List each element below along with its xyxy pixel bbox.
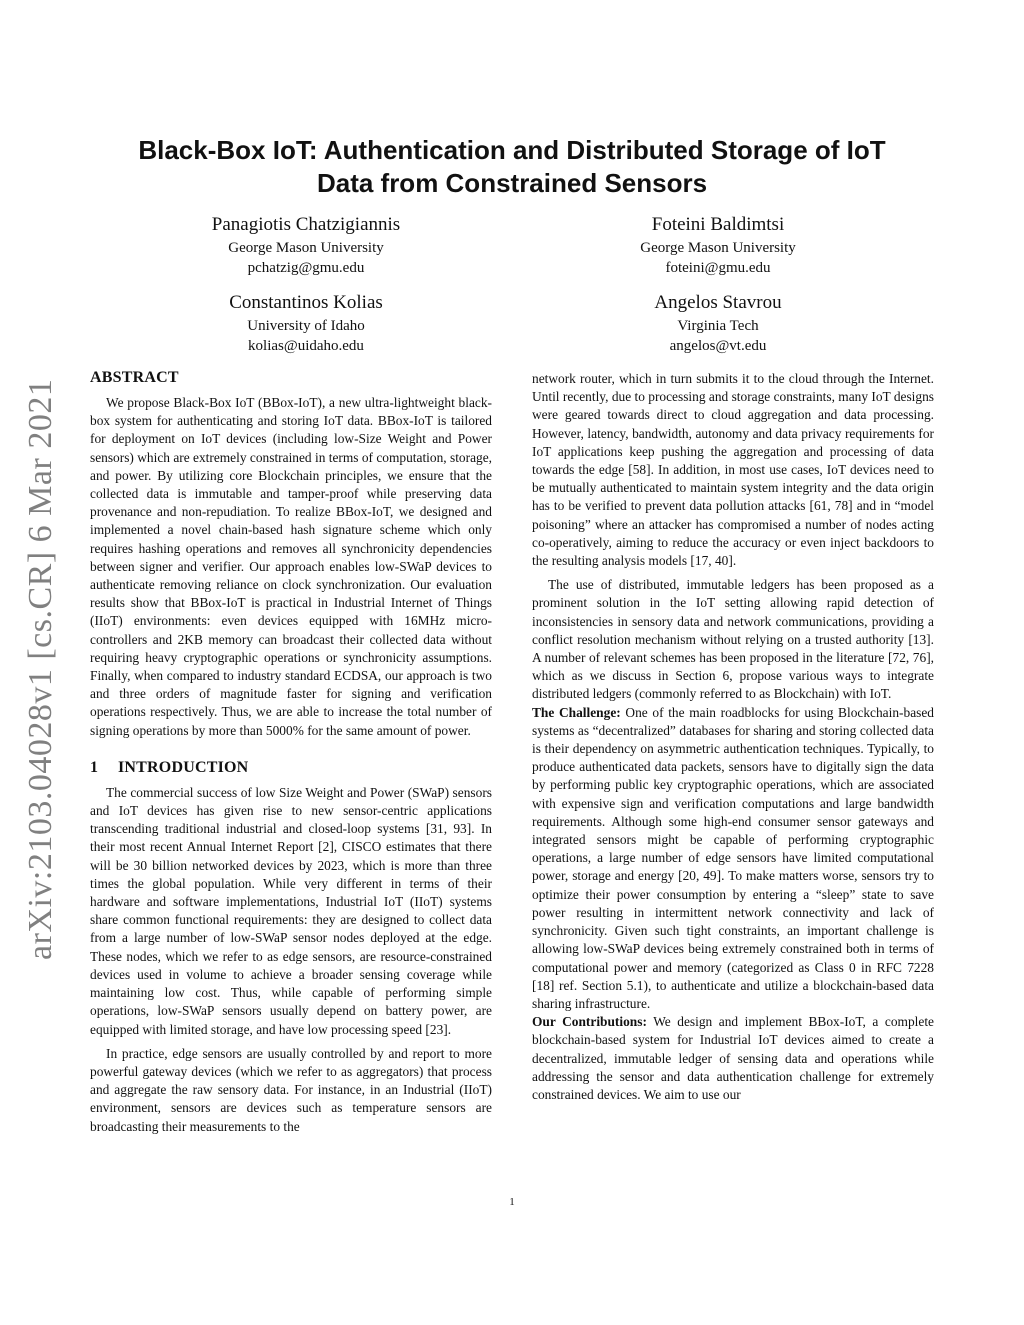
right-paragraph-1: network router, which in turn submits it to the cloud through the Internet. Until recently, due to processing and storage constraints, many IoT designs were geared towards direct to cloud aggregation and data processing. However, latency, bandwidth, autonomy and data privacy requirements for IoT applications keep pushing the aggregation and processing of data towards the edge [58]. In addition, in most use cases, IoT devices need to be mutually authenticated to maintain system integrity and the data origin has to be verified to prevent data pollution attacks [61, 78] and in “model poisoning” where an attacker has compromised a number of nodes acting co-operatively, aiming to reduce the accuracy or even inject backdoors to the resulting analysis models [17, 40]. (532, 371, 934, 569)
abstract-text: We propose Black-Box IoT (BBox-IoT), a new ultra-lightweight black-box system for authenticating and storing IoT data. BBox-IoT is tailored for deployment on IoT devices (including low-Size Weight and Power sensors) which are extremely constrained in terms of computation, storage, and power. By utilizing core Blockchain principles, we ensure that the collected data is immutable and tamper-proof while preserving data provenance and non-repudiation. To realize BBox-IoT, we designed and implemented a novel chain-based hash signature scheme which only requires hashing operations and removes all synchronicity dependencies between signer and verifier. Our approach enables low-SWaP devices to authenticate removing reliance on clock synchronization. Our evaluation results show that BBox-IoT is practical in Industrial Internet of Things (IIoT) environments: even devices equipped with 16MHz micro-controllers and 2KB memory can broadcast their collected data without requiring heavy cryptographic operations or synchronicity assumptions. Finally, when compared to industry standard ECDSA, our approach is two and three orders of magnitude faster for signing and verification operations respectively. Thus, we are able to increase the total number of signing operations by more than 5000% for the same amount of power. (90, 395, 492, 738)
arxiv-identifier: arXiv:2103.04028v1 [cs.CR] 6 Mar 2021 (22, 378, 59, 960)
right-paragraph-2: The use of distributed, immutable ledgers has been proposed as a prominent solution in the IoT setting allowing rapid detection of inconsistencies in sensory data and network communications, providing a conflict resolution mechanism without relying on a trusted authority [13]. A number of relevant schemes has been proposed in the literature [72, 76], which as we discuss in Section 6, propose various ways to integrate distributed ledgers (commonly referred to as Blockchain) with IoT. (532, 577, 934, 702)
right-column (532, 370, 934, 1104)
section-heading-introduction (90, 758, 492, 778)
title-line-2: Data from Constrained Sensors (316, 168, 708, 198)
challenge-label: The Challenge: (532, 704, 621, 720)
left-column (90, 368, 492, 1136)
author-block-4 (568, 290, 868, 356)
paper-title (80, 134, 944, 200)
challenge-text: One of the main roadblocks for using Blockchain-based systems as “decentralized” databases for sharing and storing collected data is their dependency on asymmetric authentication techniques. Typically, to produce authenticated data packets, sensors have to digitally sign the data by performing public key cryptographic operations, which are associated with expensive sign and verification computations and large bandwidth requirements. Although some high-end consumer sensor gateways and integrated sensors might be capable of performing cryptographic operations, a large number of edge sensors have limited computational power, storage and energy [20, 49]. To make matters worse, sensors try to optimize their power consumption by entering a “sleep” state to save power resulting in intermittent network connectivity and lack of synchronicity. Given such tight constraints, an important challenge is allowing low-SWaP devices being extremely constrained both in terms of computational power and memory (categorized as Class 0 in RFC 7228 [18] ref. Section 5.1), to authenticate and utilize a blockchain-based data sharing infrastructure. (532, 704, 934, 1011)
author-affiliation: George Mason University (640, 240, 796, 256)
author-name: Constantinos Kolias (229, 292, 383, 313)
author-block-2 (568, 212, 868, 278)
author-email[interactable]: angelos@vt.edu (669, 338, 767, 354)
page-number: 1 (509, 1196, 515, 1208)
author-affiliation: University of Idaho (247, 318, 365, 334)
author-block-3 (156, 290, 456, 356)
section-title: INTRODUCTION (118, 758, 249, 776)
contributions-label: Our Contributions: (532, 1014, 647, 1030)
contributions-paragraph (532, 1013, 934, 1104)
author-email[interactable]: kolias@uidaho.edu (248, 338, 364, 354)
intro-paragraph-2: In practice, edge sensors are usually controlled by and report to more powerful gateway devices (which we refer to as aggregators) that process and aggregate the raw sensory data. For instance, in an Industrial (IIoT) environment, sensors are devices such as temperature sensors are broadcasting their measurements to the (90, 1045, 492, 1134)
contributions-text: We design and implement BBox-IoT, a complete blockchain-based system for Industrial IoT devices aimed to create a decentralized, immutable ledger of sensing data and operations while addressing the sensor and data authentication challenge for extremely constrained devices. We aim to use our (532, 1014, 934, 1102)
intro-paragraph-1: The commercial success of low Size Weight and Power (SWaP) sensors and IoT devices has given rise to new sensor-centric applications transcending traditional industrial and closed-loop systems [31, 93]. In their most recent Annual Internet Report [2], CISCO estimates that there will be 30 billion networked devices by 2023, which is more than three times the global population. While very different in terms of their hardware and software implementations, Industrial IoT (IIoT) systems share common functional requirements: they are designed to collect data from a large number of low-SWaP sensor nodes deployed at the edge. These nodes, which we refer to as edge sensors, are resource-constrained devices used in volume to achieve a broader sensing coverage while maintaining low cost. Thus, while capable of performing simple operations, low-SWaP sensors usually depend on battery power, are equipped with limited storage, and have low processing speed [23]. (90, 784, 492, 1037)
author-affiliation: Virginia Tech (677, 318, 759, 334)
author-affiliation: George Mason University (228, 240, 384, 256)
author-name: Angelos Stavrou (654, 292, 782, 313)
author-name: Panagiotis Chatzigiannis (211, 214, 401, 235)
section-number: 1 (90, 758, 99, 776)
author-block-1 (156, 212, 456, 278)
challenge-paragraph (532, 704, 934, 1013)
title-line-1: Black-Box IoT: Authentication and Distributed Storage of IoT (138, 135, 886, 165)
author-email[interactable]: pchatzig@gmu.edu (247, 260, 365, 276)
abstract-heading: ABSTRACT (90, 369, 179, 386)
author-name: Foteini Baldimtsi (651, 214, 785, 235)
author-email[interactable]: foteini@gmu.edu (665, 260, 771, 276)
